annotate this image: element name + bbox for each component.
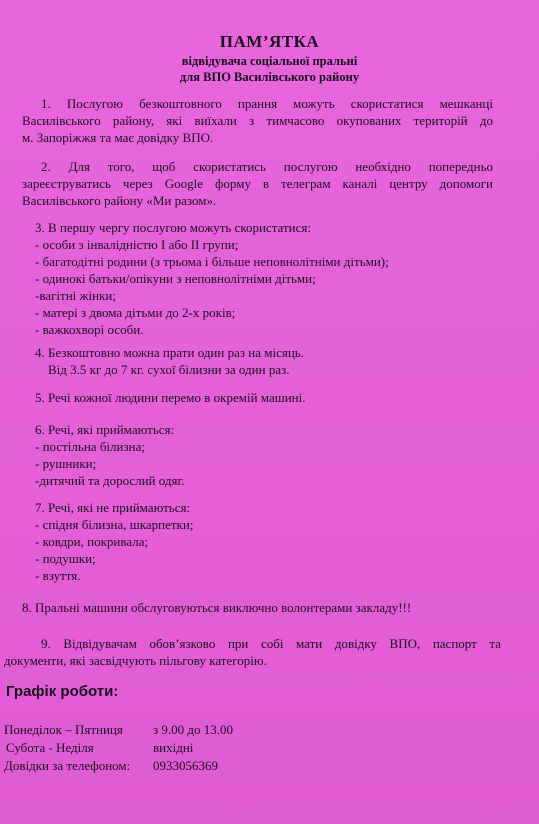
rule-1-line-3: м. Запоріжжя та має довідку ВПО.: [22, 130, 214, 145]
memo-subtitle-1: відвідувача соціальної пральні: [181, 54, 358, 68]
schedule-heading: Графік роботи:: [6, 683, 119, 700]
rule-6-intro: 6. Речі, які приймаються:: [35, 422, 175, 437]
rule-7-item: - подушки;: [35, 551, 96, 566]
memo-title: ПАМ’ЯТКА: [219, 32, 320, 51]
schedule-label: Субота - Неділя: [6, 740, 94, 755]
rule-3-item: -вагітні жінки;: [35, 288, 116, 303]
rule-4-line-2: Від 3.5 кг до 7 кг. сухої білизни за один раз.: [48, 362, 290, 377]
rule-7-item: - взуття.: [35, 568, 81, 583]
rule-3-item: - багатодітні родини (з трьома і більше неповнолітніми дітьми);: [35, 254, 389, 269]
schedule-label: Довідки за телефоном:: [4, 758, 131, 773]
rule-1-line-1: 1. Послугою безкоштовного прання можуть скористатися мешканці: [41, 96, 493, 111]
schedule-value: вихідні: [153, 740, 194, 755]
phone-number: 0933056369: [153, 758, 218, 773]
rule-3-item: - матері з двома дітьми до 2-х років;: [35, 305, 236, 320]
schedule-value: з 9.00 до 13.00: [153, 722, 233, 737]
rule-3-intro: 3. В першу чергу послугою можуть скористатися:: [35, 220, 311, 235]
rule-7-item: - ковдри, покривала;: [35, 534, 149, 549]
memo-subtitle-2: для ВПО Василівського району: [179, 70, 360, 84]
rule-5-text: 5. Речі кожної людини перемо в окремій машині.: [35, 390, 306, 405]
rule-3-item: - важкохворі особи.: [35, 322, 144, 337]
rule-4-line-1: 4. Безкоштовно можна прати один раз на місяць.: [35, 345, 304, 360]
rule-7-item: - спідня білизна, шкарпетки;: [35, 517, 194, 532]
schedule-label: Понеділок – Пятниця: [4, 722, 123, 737]
rule-6-item: -дитячий та дорослий одяг.: [35, 473, 185, 488]
rule-9-line-1: 9. Відвідувачам обов’язково при собі мати довідку ВПО, паспорт та: [41, 636, 501, 651]
rule-8-text: 8. Пральні машини обслуговуються виключно волонтерами закладу!!!: [22, 600, 412, 615]
rule-1-line-2: Василівського району, які виїхали з тимчасово окупованих територій до: [22, 113, 493, 128]
rule-3-item: - особи з інвалідністю I або II групи;: [35, 237, 239, 252]
rule-6-item: - рушники;: [35, 456, 97, 471]
rule-2-line-2: зареєструватись через Google форму в телеграм каналі центру допомоги: [22, 176, 493, 191]
rule-2-line-1: 2. Для того, щоб скористатись послугою необхідно попередньо: [41, 159, 493, 174]
rule-7-intro: 7. Речі, які не приймаються:: [35, 500, 191, 515]
rule-2-line-3: Василівського району «Ми разом».: [22, 193, 217, 208]
rule-9-line-2: документи, які засвідчують пільгову категорію.: [4, 653, 267, 668]
rule-6-item: - постільна білизна;: [35, 439, 145, 454]
rule-3-item: - одинокі батьки/опікуни з неповнолітніми дітьми;: [35, 271, 316, 286]
